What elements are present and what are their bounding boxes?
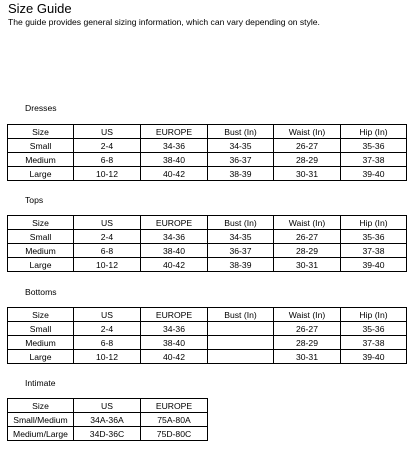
table-cell: 26-27: [274, 322, 341, 336]
column-header: US: [74, 216, 141, 230]
size-table-bottoms: [7, 307, 407, 364]
table-cell: 35-36: [341, 230, 407, 244]
column-header: Size: [8, 125, 74, 139]
column-header: Hip (In): [341, 308, 407, 322]
table-cell: 39-40: [341, 258, 407, 272]
table-cell: Medium: [8, 336, 74, 350]
table-cell: Large: [8, 350, 74, 364]
table-cell: 34D-36C: [74, 427, 141, 441]
table-cell: 39-40: [341, 350, 407, 364]
table-header-row: [8, 216, 407, 230]
table-row: [8, 322, 407, 336]
size-table-tops: [7, 215, 407, 272]
table-row: [8, 167, 407, 181]
table-cell: 6-8: [74, 153, 141, 167]
table-cell: 40-42: [141, 167, 208, 181]
table-cell: 34-36: [141, 322, 208, 336]
table-cell: 34-35: [208, 139, 274, 153]
table-row: [8, 139, 407, 153]
column-header: Bust (In): [208, 308, 274, 322]
table-row: [8, 153, 407, 167]
table-cell: Small/Medium: [8, 413, 74, 427]
table-row: [8, 230, 407, 244]
table-cell: 6-8: [74, 244, 141, 258]
table-cell: Small: [8, 139, 74, 153]
table-cell: 38-39: [208, 167, 274, 181]
table-cell: 30-31: [274, 350, 341, 364]
column-header: EUROPE: [141, 308, 208, 322]
column-header: Size: [8, 216, 74, 230]
table-row: [8, 336, 407, 350]
table-cell: 30-31: [274, 258, 341, 272]
table-cell: 35-36: [341, 322, 407, 336]
table-cell: 34-36: [141, 139, 208, 153]
table-cell: 37-38: [341, 153, 407, 167]
table-row: [8, 258, 407, 272]
table-cell: 28-29: [274, 153, 341, 167]
table-cell: Small: [8, 322, 74, 336]
table-header-row: [8, 308, 407, 322]
column-header: US: [74, 308, 141, 322]
column-header: US: [74, 125, 141, 139]
table-cell: 26-27: [274, 139, 341, 153]
column-header: Waist (In): [274, 216, 341, 230]
table-cell: 75A-80A: [141, 413, 208, 427]
table-cell: 38-40: [141, 244, 208, 258]
size-table-dresses: [7, 124, 407, 181]
table-cell: [208, 322, 274, 336]
column-header: Hip (In): [341, 216, 407, 230]
table-cell: Medium/Large: [8, 427, 74, 441]
table-cell: Large: [8, 258, 74, 272]
table-cell: 38-40: [141, 336, 208, 350]
table-cell: 37-38: [341, 336, 407, 350]
column-header: EUROPE: [141, 216, 208, 230]
column-header: Bust (In): [208, 216, 274, 230]
table-cell: 34-35: [208, 230, 274, 244]
section-label-dresses: Dresses: [25, 103, 57, 113]
column-header: Waist (In): [274, 308, 341, 322]
table-cell: [208, 350, 274, 364]
table-cell: 10-12: [74, 350, 141, 364]
table-cell: Large: [8, 167, 74, 181]
table-cell: 10-12: [74, 167, 141, 181]
table-cell: 2-4: [74, 322, 141, 336]
table-cell: 10-12: [74, 258, 141, 272]
column-header: EUROPE: [141, 399, 208, 413]
table-row: [8, 413, 208, 427]
table-cell: 30-31: [274, 167, 341, 181]
table-cell: Medium: [8, 153, 74, 167]
table-header-row: [8, 125, 407, 139]
column-header: Size: [8, 399, 74, 413]
table-cell: 40-42: [141, 350, 208, 364]
table-cell: 34-36: [141, 230, 208, 244]
table-cell: 2-4: [74, 230, 141, 244]
table-row: [8, 350, 407, 364]
section-label-tops: Tops: [25, 195, 44, 205]
column-header: Bust (In): [208, 125, 274, 139]
table-cell: [208, 336, 274, 350]
table-cell: 35-36: [341, 139, 407, 153]
table-cell: 39-40: [341, 167, 407, 181]
table-cell: 2-4: [74, 139, 141, 153]
table-cell: 26-27: [274, 230, 341, 244]
column-header: Size: [8, 308, 74, 322]
section-label-intimate: Intimate: [25, 378, 56, 388]
size-table-intimate: [7, 398, 208, 441]
table-cell: 34A-36A: [74, 413, 141, 427]
column-header: EUROPE: [141, 125, 208, 139]
table-cell: 6-8: [74, 336, 141, 350]
table-cell: 28-29: [274, 336, 341, 350]
table-cell: 36-37: [208, 244, 274, 258]
table-cell: 28-29: [274, 244, 341, 258]
table-header-row: [8, 399, 208, 413]
table-cell: 38-40: [141, 153, 208, 167]
table-row: [8, 427, 208, 441]
column-header: Waist (In): [274, 125, 341, 139]
table-cell: 40-42: [141, 258, 208, 272]
column-header: Hip (In): [341, 125, 407, 139]
table-cell: Small: [8, 230, 74, 244]
table-cell: 75D-80C: [141, 427, 208, 441]
column-header: US: [74, 399, 141, 413]
page-title: Size Guide: [8, 1, 72, 16]
table-cell: 37-38: [341, 244, 407, 258]
table-cell: 38-39: [208, 258, 274, 272]
table-row: [8, 244, 407, 258]
table-cell: Medium: [8, 244, 74, 258]
table-cell: 36-37: [208, 153, 274, 167]
section-label-bottoms: Bottoms: [25, 287, 57, 297]
page-subtitle: The guide provides general sizing information, which can vary depending on style.: [8, 17, 320, 27]
